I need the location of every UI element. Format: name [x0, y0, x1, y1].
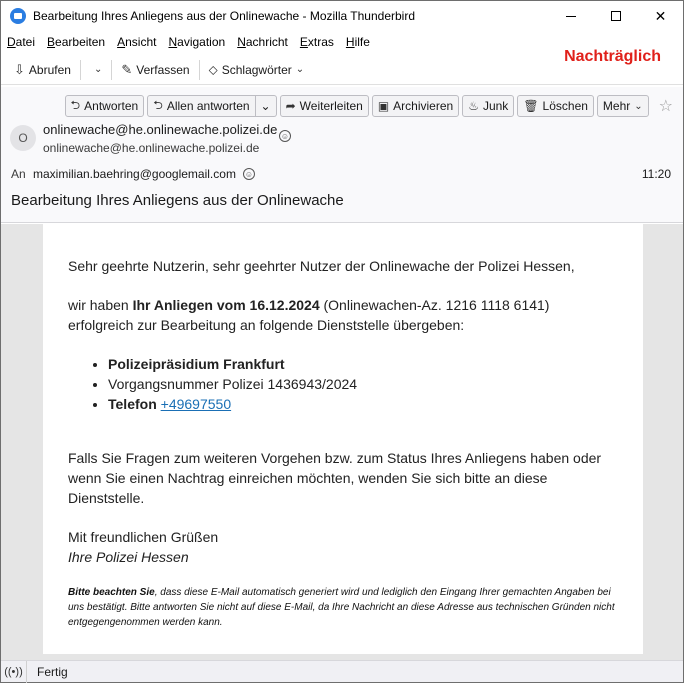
recipient-address[interactable]: maximilian.baehring@googlemail.com [33, 167, 236, 181]
sender-avatar: O [10, 125, 36, 151]
cloud-download-icon: ⇩ [14, 61, 25, 77]
toolbar-divider [80, 60, 81, 80]
write-button[interactable] [116, 58, 194, 82]
forward-label: Weiterleiten [299, 99, 363, 113]
more-label: Mehr [602, 99, 631, 113]
junk-button[interactable] [462, 95, 514, 117]
maximize-button[interactable] [593, 1, 638, 31]
forward-button[interactable] [280, 95, 369, 117]
sender-name[interactable]: onlinewache@he.onlinewache.polizei.de [43, 122, 278, 137]
close-button[interactable] [638, 1, 683, 31]
status-bar [1, 660, 683, 682]
menu-ansicht[interactable]: Ansicht [117, 35, 157, 49]
reply-label: Antworten [84, 99, 139, 113]
signature-block [68, 527, 618, 567]
chevron-down-icon: ⌄ [634, 100, 643, 112]
intro-paragraph [68, 295, 618, 335]
list-item [108, 394, 618, 414]
toolbar-divider [199, 60, 200, 80]
delete-label: Löschen [542, 99, 588, 113]
junk-label: Junk [482, 99, 509, 113]
menu-hilfe[interactable]: Hilfe [345, 35, 370, 49]
status-text: Fertig [37, 664, 68, 679]
thunderbird-app-icon [10, 8, 26, 24]
phone-label: Telefon [108, 396, 157, 412]
junk-flame-icon: ♨ [468, 99, 479, 113]
get-mail-label: Abrufen [28, 62, 71, 77]
minimize-button[interactable] [548, 1, 593, 31]
reply-all-button[interactable] [147, 95, 255, 117]
delete-button[interactable] [517, 95, 594, 117]
list-item [108, 354, 618, 374]
star-icon[interactable]: ☆ [658, 98, 673, 115]
write-label: Verfassen [136, 62, 190, 77]
reply-all-dropdown[interactable] [256, 95, 277, 117]
contact-icon[interactable]: ☺ [280, 131, 290, 141]
reply-all-icon: ⮌ [153, 97, 163, 112]
pencil-icon: ✎ [121, 61, 133, 77]
menu-navigation[interactable]: Navigation [168, 35, 226, 49]
automated-notice [68, 585, 618, 630]
get-mail-dropdown[interactable] [85, 58, 107, 82]
message-time: 11:20 [641, 167, 671, 181]
forward-icon: ➦ [285, 99, 296, 113]
greeting-text: Sehr geehrte Nutzerin, sehr geehrter Nutzer der Onlinewache der Polizei Hessen, [68, 258, 575, 274]
archive-label: Archivieren [393, 99, 454, 113]
menu-extras[interactable]: Extras [299, 35, 334, 49]
recipient-label: An [11, 167, 26, 181]
office-details-list [108, 354, 618, 414]
message-subject: Bearbeitung Ihres Anliegens aus der Onlinewache [11, 192, 344, 209]
menu-nachricht[interactable]: Nachricht [237, 35, 288, 49]
reply-all-label: Allen antworten [166, 99, 250, 113]
intro-bold: Ihr Anliegen vom 16.12.2024 [132, 297, 320, 313]
menu-datei[interactable]: Datei [7, 35, 36, 49]
archive-box-icon: ▣ [377, 99, 390, 113]
message-body-area[interactable] [1, 224, 683, 660]
list-item [108, 374, 618, 394]
phone-link[interactable]: +49697550 [160, 396, 232, 412]
reply-icon: ⮌ [70, 97, 81, 112]
reply-all-split-button [147, 95, 276, 117]
close-icon: ✕ [654, 7, 667, 24]
overlay-annotation-label: Nachträglich [564, 48, 661, 65]
get-mail-button[interactable] [9, 58, 76, 82]
case-number: Vorgangsnummer Polizei 1436943/2024 [108, 376, 358, 392]
intro-prefix: wir haben [68, 297, 133, 313]
toolbar-divider [111, 60, 112, 80]
trash-icon: 🗑 [523, 99, 539, 113]
archive-button[interactable] [372, 95, 459, 117]
contact-icon[interactable]: ☺ [244, 169, 254, 179]
message-body [43, 224, 643, 654]
main-toolbar [1, 55, 683, 85]
chevron-down-icon: ⌄ [93, 64, 103, 75]
minimize-icon [566, 16, 576, 17]
message-actions [62, 95, 673, 117]
notice-text: , dass diese E-Mail automatisch generiert wird und lediglich den Eingang Ihrer gemachten Angaben bei uns bestätigt. Bitte antworten Sie nicht auf diese E-Mail, da Ihre Nachricht an diese Adresse aus technischen Gründen nicht entgegengenommen werden kann. [68, 587, 615, 628]
intro-suffix: (Onlinewachen-Az. 1216 1118 6141) erfolgreich zur Bearbeitung an folgende Dienststelle übergeben: [68, 297, 550, 333]
closing-text: Mit freundlichen Grüßen [68, 529, 219, 545]
menu-bearbeiten[interactable]: Bearbeiten [47, 35, 106, 49]
online-status-icon[interactable]: ((•)) [1, 661, 27, 683]
office-name: Polizeipräsidium Frankfurt [108, 356, 285, 372]
chevron-down-icon: ⌄ [260, 99, 271, 113]
reply-button[interactable] [65, 95, 145, 117]
notice-bold: Bitte beachten Sie [68, 587, 155, 598]
questions-paragraph: Falls Sie Fragen zum weiteren Vorgehen bzw. zum Status Ihres Anliegens haben oder wenn Sie einen Nachtrag einreichen möchten, wenden Sie sich bitte an diese Dienststelle. [68, 450, 602, 506]
chevron-down-icon: ⌄ [295, 64, 305, 75]
tags-label: Schlagwörter [221, 62, 292, 77]
maximize-icon [611, 11, 621, 21]
title-bar [1, 1, 683, 31]
more-button[interactable] [597, 95, 649, 117]
tag-icon: ⬦ [208, 61, 218, 77]
signature-text: Ihre Polizei Hessen [68, 549, 189, 565]
tags-button[interactable] [204, 58, 310, 82]
sender-address: onlinewache@he.onlinewache.polizei.de [43, 141, 260, 155]
window-title: Bearbeitung Ihres Anliegens aus der Onlinewache - Mozilla Thunderbird [33, 9, 416, 23]
